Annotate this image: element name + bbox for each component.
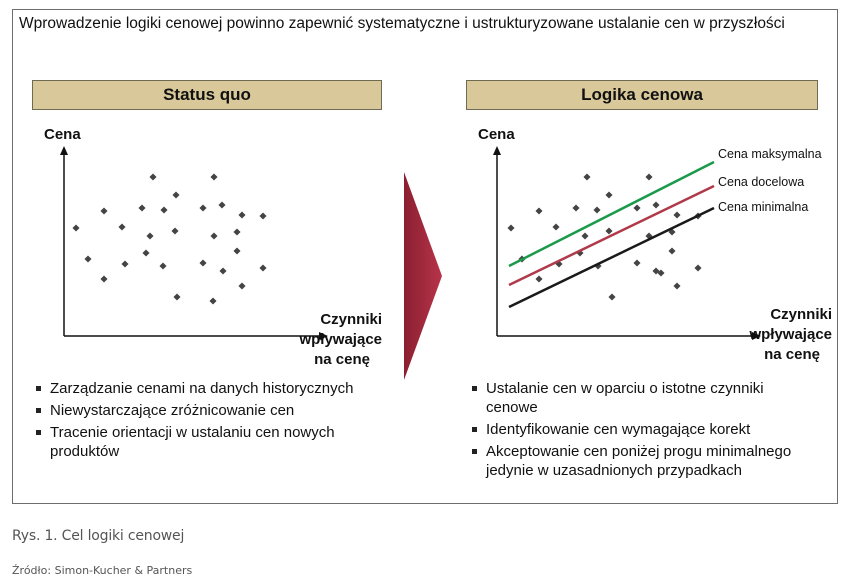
- right-dot-13: [581, 232, 588, 239]
- list-item: Akceptowanie cen poniżej progu minimalnego jedynie w uzasadnionych przypadkach: [472, 442, 812, 480]
- max-price-line: [509, 162, 714, 266]
- right-dot-6: [593, 206, 600, 213]
- target-price-line: [509, 186, 714, 285]
- right-dot-3: [605, 191, 612, 198]
- right-dots: [507, 173, 701, 300]
- right-bullet-list: [472, 379, 812, 483]
- max-price-label: Cena maksymalna: [718, 147, 822, 161]
- status-quo-banner: Status quo: [32, 80, 382, 110]
- figure-source: Źródło: Simon-Kucher & Partners: [12, 564, 193, 577]
- right-x-axis-label-line3: na cenę: [764, 346, 820, 363]
- right-dot-23: [668, 247, 675, 254]
- right-dot-2: [645, 173, 652, 180]
- right-dot-11: [507, 224, 514, 231]
- figure-caption: Rys. 1. Cel logiki cenowej: [12, 528, 185, 544]
- list-item: Zarządzanie cenami na danych historycznych: [36, 379, 356, 398]
- left-x-axis-label-line1: Czynniki: [320, 311, 382, 328]
- left-x-axis-label-line3: na cenę: [314, 351, 370, 368]
- right-dot-9: [673, 211, 680, 218]
- headline: Wprowadzenie logiki cenowej powinno zapewnić systematyczne i ustrukturyzowane ustalanie cen w przyszłości: [19, 15, 785, 32]
- target-price-label: Cena docelowa: [718, 175, 805, 189]
- right-dot-26: [673, 282, 680, 289]
- list-item: Niewystarczające zróżnicowanie cen: [36, 401, 356, 420]
- list-item: Tracenie orientacji w ustalaniu cen nowych produktów: [36, 423, 356, 461]
- right-y-axis-label: Cena: [478, 126, 515, 143]
- right-x-axis-label-line1: Czynniki: [770, 306, 832, 323]
- right-x-axis-label: [712, 305, 832, 365]
- right-dot-8: [652, 201, 659, 208]
- right-dot-27: [608, 293, 615, 300]
- list-item: Ustalanie cen w oparciu o istotne czynniki cenowe: [472, 379, 812, 417]
- right-dot-5: [572, 204, 579, 211]
- right-dot-7: [633, 204, 640, 211]
- right-x-axis-label-line2: wpływające: [749, 326, 832, 343]
- right-y-axis-arrowhead: [493, 146, 501, 155]
- right-dot-24: [694, 264, 701, 271]
- right-dot-14: [605, 227, 612, 234]
- right-dot-4: [535, 207, 542, 214]
- logika-cenowa-banner: Logika cenowa: [466, 80, 818, 110]
- right-dot-21: [633, 259, 640, 266]
- list-item: Identyfikowanie cen wymagające korekt: [472, 420, 812, 439]
- right-dot-12: [552, 223, 559, 230]
- right-dot-1: [583, 173, 590, 180]
- min-price-line: [509, 208, 714, 307]
- min-price-label: Cena minimalna: [718, 200, 809, 214]
- left-x-axis-label-line2: wpływające: [299, 331, 382, 348]
- right-dot-25: [535, 275, 542, 282]
- left-y-axis-label: Cena: [44, 126, 81, 143]
